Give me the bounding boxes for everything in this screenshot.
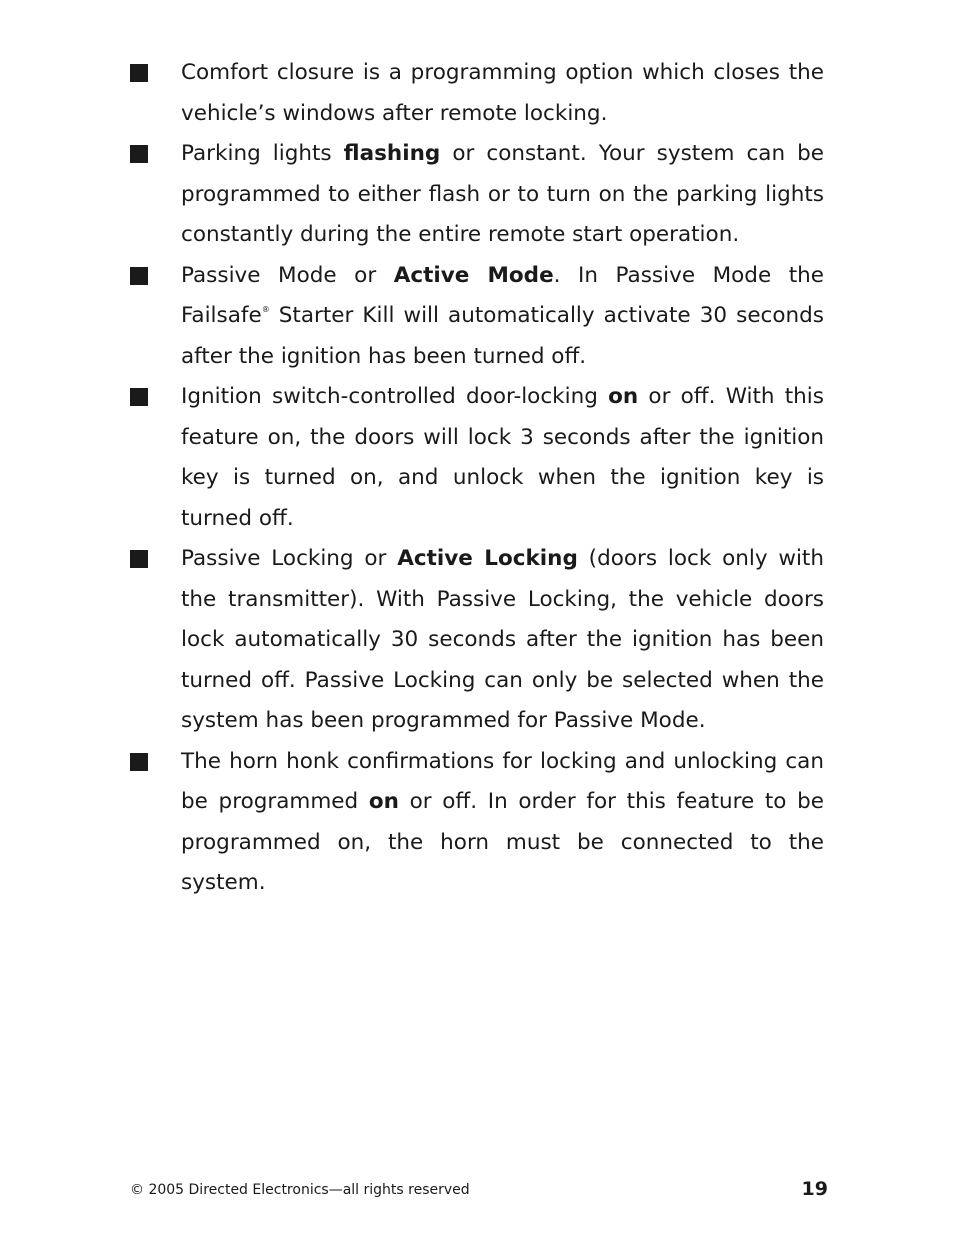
page-number: 19 [801, 1178, 828, 1200]
bullet-text: or constant. Your system can be programmed to either flash or to turn on the parking lights constantly during the entire remote start operation. [181, 141, 825, 247]
default-option-text: on [368, 789, 399, 814]
square-bullet-icon [130, 267, 148, 285]
default-option-text: Active Mode [393, 262, 554, 288]
bullet-text: (doors lock only with the transmitter). With Passive Locking, the vehicle doors lock automatically 30 seconds after the ignition has been turned off. Passive Locking can only be selected when the system has been programmed for Passive Mode. [181, 546, 824, 733]
bullet-text: or off. In order for this feature to be programmed on, the horn must be connected to the system. [181, 789, 824, 895]
bullet-text: Starter Kill will automatically activate 30 seconds after the ignition has been turned off. [181, 303, 824, 369]
square-bullet-icon [130, 550, 148, 568]
bullet-text: Passive Mode or [181, 262, 394, 288]
square-bullet-icon [130, 145, 148, 163]
bullet-passive-mode [0, 256, 824, 378]
bullet-text: Passive Locking or [181, 546, 398, 571]
bullet-horn-honk [0, 742, 824, 904]
bullet-text: Ignition switch-controlled door-locking [181, 384, 609, 409]
square-bullet-icon [130, 388, 148, 406]
square-bullet-icon [130, 64, 148, 82]
bullet-text: The horn honk confirmations for locking and unlocking can be programmed [181, 748, 824, 814]
bullet-text: or off. With this feature on, the doors will lock 3 seconds after the ignition key is turned on, and unlock when the ignition key is turned off. [181, 384, 824, 531]
bullet-text: . In Passive Mode the Failsafe [181, 262, 824, 328]
copyright-footer: © 2005 Directed Electronics—all rights reserved [130, 1182, 470, 1198]
default-option-text: flashing [343, 141, 441, 166]
feature-bullet-list [0, 53, 954, 904]
default-option-text: Active Locking [397, 546, 578, 571]
bullet-comfort-closure [0, 53, 824, 134]
bullet-ignition-door-locking [0, 377, 824, 539]
bullet-text: Comfort closure is a programming option which closes the vehicle’s windows after remote locking. [181, 60, 824, 126]
bullet-parking-lights [0, 134, 824, 256]
default-option-text: on [608, 384, 639, 409]
square-bullet-icon [130, 753, 148, 771]
registered-mark: ® [261, 305, 270, 314]
bullet-text: Parking lights [181, 141, 344, 166]
bullet-passive-locking [0, 539, 824, 742]
